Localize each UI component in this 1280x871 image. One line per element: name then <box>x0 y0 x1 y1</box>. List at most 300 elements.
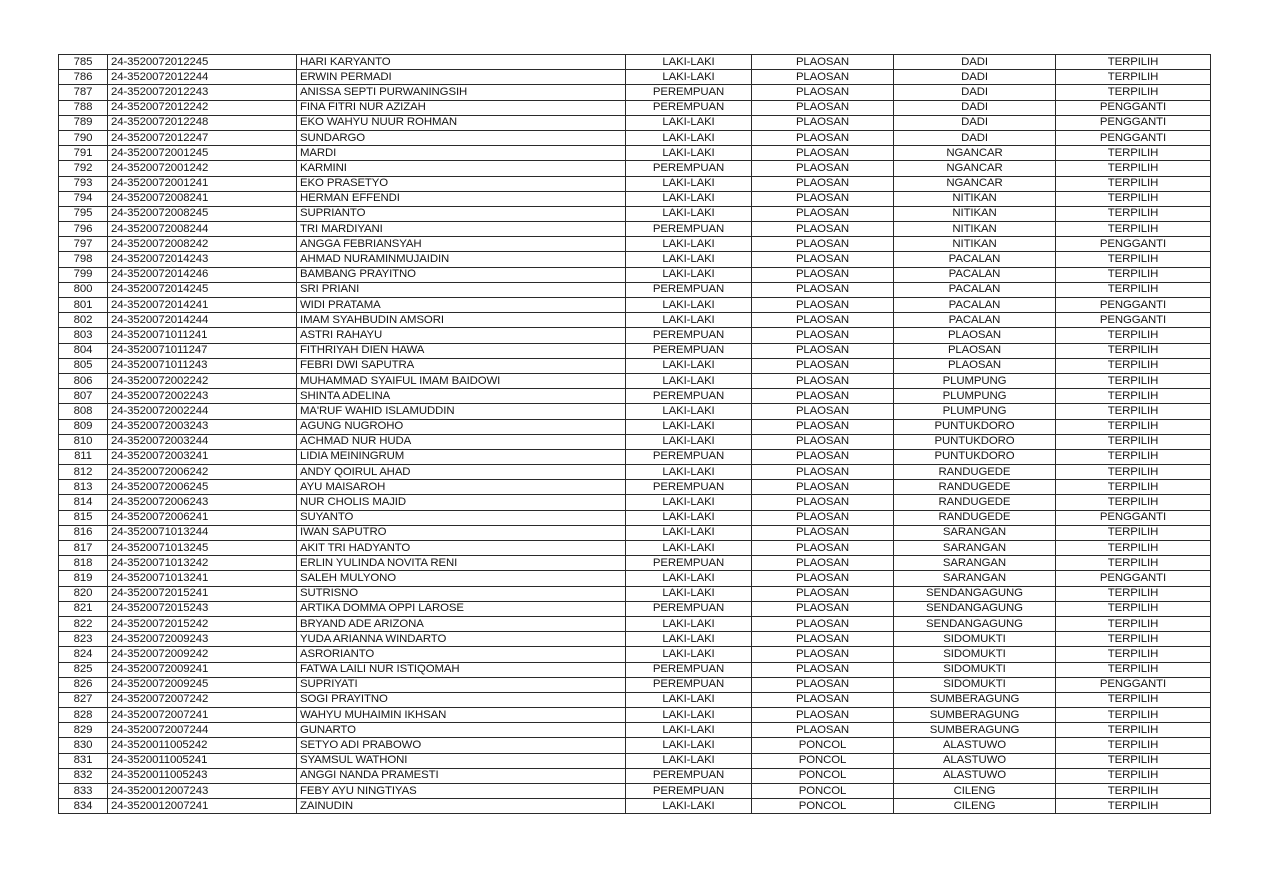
table-row <box>59 313 1211 328</box>
district-cell: PLAOSAN <box>752 328 894 343</box>
table-row <box>59 237 1211 252</box>
village-cell: DADI <box>894 55 1056 70</box>
village-cell: PLAOSAN <box>894 328 1056 343</box>
selection-status-cell: TERPILIH <box>1056 373 1211 388</box>
village-cell: PACALAN <box>894 252 1056 267</box>
table-row <box>59 616 1211 631</box>
village-cell: CILENG <box>894 784 1056 799</box>
district-cell: PLAOSAN <box>752 616 894 631</box>
registration-id-cell: 24-3520072007242 <box>108 692 297 707</box>
district-cell: PONCOL <box>752 768 894 783</box>
candidate-name-cell: WAHYU MUHAIMIN IKHSAN <box>297 708 626 723</box>
candidate-name-cell: ANISSA SEPTI PURWANINGSIH <box>297 85 626 100</box>
gender-cell: LAKI-LAKI <box>626 146 752 161</box>
gender-cell: PEREMPUAN <box>626 556 752 571</box>
row-number-cell: 799 <box>59 267 108 282</box>
selection-status-cell: TERPILIH <box>1056 556 1211 571</box>
registration-id-cell: 24-3520072001242 <box>108 161 297 176</box>
district-cell: PLAOSAN <box>752 70 894 85</box>
row-number-cell: 785 <box>59 55 108 70</box>
selection-status-cell: TERPILIH <box>1056 799 1211 814</box>
table-row <box>59 343 1211 358</box>
district-cell: PLAOSAN <box>752 282 894 297</box>
row-number-cell: 813 <box>59 480 108 495</box>
gender-cell: LAKI-LAKI <box>626 465 752 480</box>
selection-status-cell: TERPILIH <box>1056 146 1211 161</box>
district-cell: PLAOSAN <box>752 419 894 434</box>
registration-id-cell: 24-3520072008245 <box>108 206 297 221</box>
district-cell: PLAOSAN <box>752 267 894 282</box>
registration-id-cell: 24-3520072006242 <box>108 465 297 480</box>
village-cell: PUNTUKDORO <box>894 434 1056 449</box>
gender-cell: LAKI-LAKI <box>626 419 752 434</box>
table-row <box>59 662 1211 677</box>
registration-id-cell: 24-3520072015241 <box>108 586 297 601</box>
registration-id-cell: 24-3520072003244 <box>108 434 297 449</box>
gender-cell: LAKI-LAKI <box>626 434 752 449</box>
selection-status-cell: PENGGANTI <box>1056 571 1211 586</box>
village-cell: SUMBERAGUNG <box>894 723 1056 738</box>
gender-cell: PEREMPUAN <box>626 389 752 404</box>
village-cell: PLAOSAN <box>894 343 1056 358</box>
row-number-cell: 795 <box>59 206 108 221</box>
village-cell: SARANGAN <box>894 556 1056 571</box>
village-cell: RANDUGEDE <box>894 465 1056 480</box>
candidate-name-cell: EKO PRASETYO <box>297 176 626 191</box>
district-cell: PLAOSAN <box>752 237 894 252</box>
selection-status-cell: PENGGANTI <box>1056 130 1211 145</box>
row-number-cell: 788 <box>59 100 108 115</box>
gender-cell: PEREMPUAN <box>626 784 752 799</box>
registration-id-cell: 24-3520072014243 <box>108 252 297 267</box>
district-cell: PLAOSAN <box>752 85 894 100</box>
table-row <box>59 222 1211 237</box>
selection-status-cell: TERPILIH <box>1056 191 1211 206</box>
village-cell: CILENG <box>894 799 1056 814</box>
row-number-cell: 825 <box>59 662 108 677</box>
table-row <box>59 176 1211 191</box>
gender-cell: LAKI-LAKI <box>626 267 752 282</box>
selection-status-cell: TERPILIH <box>1056 222 1211 237</box>
gender-cell: LAKI-LAKI <box>626 586 752 601</box>
district-cell: PONCOL <box>752 738 894 753</box>
village-cell: ALASTUWO <box>894 738 1056 753</box>
candidate-name-cell: SUTRISNO <box>297 586 626 601</box>
row-number-cell: 823 <box>59 632 108 647</box>
row-number-cell: 828 <box>59 708 108 723</box>
village-cell: DADI <box>894 100 1056 115</box>
table-body <box>59 55 1211 814</box>
row-number-cell: 822 <box>59 616 108 631</box>
selection-status-cell: TERPILIH <box>1056 616 1211 631</box>
table-row <box>59 404 1211 419</box>
row-number-cell: 819 <box>59 571 108 586</box>
selection-status-cell: TERPILIH <box>1056 480 1211 495</box>
village-cell: DADI <box>894 130 1056 145</box>
table-row <box>59 586 1211 601</box>
candidate-name-cell: WIDI PRATAMA <box>297 298 626 313</box>
row-number-cell: 833 <box>59 784 108 799</box>
candidate-name-cell: BAMBANG PRAYITNO <box>297 267 626 282</box>
table-row <box>59 525 1211 540</box>
registration-id-cell: 24-3520072001241 <box>108 176 297 191</box>
district-cell: PLAOSAN <box>752 161 894 176</box>
gender-cell: PEREMPUAN <box>626 343 752 358</box>
village-cell: PUNTUKDORO <box>894 419 1056 434</box>
district-cell: PLAOSAN <box>752 389 894 404</box>
row-number-cell: 815 <box>59 510 108 525</box>
row-number-cell: 798 <box>59 252 108 267</box>
district-cell: PLAOSAN <box>752 222 894 237</box>
village-cell: SIDOMUKTI <box>894 647 1056 662</box>
village-cell: DADI <box>894 70 1056 85</box>
table-row <box>59 541 1211 556</box>
registration-id-cell: 24-3520072001245 <box>108 146 297 161</box>
gender-cell: LAKI-LAKI <box>626 404 752 419</box>
gender-cell: LAKI-LAKI <box>626 799 752 814</box>
registration-id-cell: 24-3520072012247 <box>108 130 297 145</box>
row-number-cell: 793 <box>59 176 108 191</box>
row-number-cell: 824 <box>59 647 108 662</box>
gender-cell: PEREMPUAN <box>626 282 752 297</box>
registration-id-cell: 24-3520072003241 <box>108 449 297 464</box>
selection-status-cell: TERPILIH <box>1056 328 1211 343</box>
row-number-cell: 806 <box>59 373 108 388</box>
row-number-cell: 791 <box>59 146 108 161</box>
candidate-name-cell: ZAINUDIN <box>297 799 626 814</box>
village-cell: NITIKAN <box>894 222 1056 237</box>
selection-status-cell: PENGGANTI <box>1056 510 1211 525</box>
candidate-name-cell: MA'RUF WAHID ISLAMUDDIN <box>297 404 626 419</box>
table-row <box>59 738 1211 753</box>
gender-cell: LAKI-LAKI <box>626 647 752 662</box>
gender-cell: LAKI-LAKI <box>626 495 752 510</box>
gender-cell: LAKI-LAKI <box>626 753 752 768</box>
selection-status-cell: TERPILIH <box>1056 404 1211 419</box>
selection-status-cell: TERPILIH <box>1056 434 1211 449</box>
selection-status-cell: TERPILIH <box>1056 495 1211 510</box>
row-number-cell: 834 <box>59 799 108 814</box>
candidate-name-cell: TRI MARDIYANI <box>297 222 626 237</box>
district-cell: PONCOL <box>752 753 894 768</box>
table-row <box>59 115 1211 130</box>
gender-cell: LAKI-LAKI <box>626 723 752 738</box>
candidate-name-cell: IMAM SYAHBUDIN AMSORI <box>297 313 626 328</box>
row-number-cell: 827 <box>59 692 108 707</box>
table-row <box>59 419 1211 434</box>
row-number-cell: 812 <box>59 465 108 480</box>
village-cell: NGANCAR <box>894 161 1056 176</box>
table-row <box>59 389 1211 404</box>
selection-status-cell: TERPILIH <box>1056 343 1211 358</box>
selection-status-cell: PENGGANTI <box>1056 313 1211 328</box>
candidate-name-cell: SALEH MULYONO <box>297 571 626 586</box>
district-cell: PLAOSAN <box>752 465 894 480</box>
registration-id-cell: 24-3520072006243 <box>108 495 297 510</box>
candidate-name-cell: YUDA ARIANNA WINDARTO <box>297 632 626 647</box>
village-cell: NITIKAN <box>894 237 1056 252</box>
candidate-name-cell: SOGI PRAYITNO <box>297 692 626 707</box>
selection-status-cell: PENGGANTI <box>1056 100 1211 115</box>
district-cell: PLAOSAN <box>752 556 894 571</box>
village-cell: PLAOSAN <box>894 358 1056 373</box>
candidate-name-cell: AKIT TRI HADYANTO <box>297 541 626 556</box>
table-row <box>59 85 1211 100</box>
village-cell: SARANGAN <box>894 571 1056 586</box>
row-number-cell: 790 <box>59 130 108 145</box>
registration-id-cell: 24-3520071013244 <box>108 525 297 540</box>
registration-id-cell: 24-3520012007243 <box>108 784 297 799</box>
table-row <box>59 206 1211 221</box>
gender-cell: LAKI-LAKI <box>626 510 752 525</box>
gender-cell: LAKI-LAKI <box>626 541 752 556</box>
village-cell: DADI <box>894 115 1056 130</box>
row-number-cell: 786 <box>59 70 108 85</box>
gender-cell: LAKI-LAKI <box>626 708 752 723</box>
selection-status-cell: TERPILIH <box>1056 85 1211 100</box>
village-cell: ALASTUWO <box>894 768 1056 783</box>
registration-id-cell: 24-3520072012248 <box>108 115 297 130</box>
table-row <box>59 328 1211 343</box>
village-cell: PUNTUKDORO <box>894 449 1056 464</box>
table-row <box>59 692 1211 707</box>
row-number-cell: 792 <box>59 161 108 176</box>
table-row <box>59 358 1211 373</box>
candidate-name-cell: MARDI <box>297 146 626 161</box>
row-number-cell: 830 <box>59 738 108 753</box>
candidate-name-cell: SUPRIYATI <box>297 677 626 692</box>
village-cell: RANDUGEDE <box>894 480 1056 495</box>
candidate-name-cell: ARTIKA DOMMA OPPI LAROSE <box>297 601 626 616</box>
gender-cell: PEREMPUAN <box>626 768 752 783</box>
selection-status-cell: TERPILIH <box>1056 55 1211 70</box>
selection-status-cell: TERPILIH <box>1056 662 1211 677</box>
village-cell: DADI <box>894 85 1056 100</box>
candidate-name-cell: AHMAD NURAMINMUJAIDIN <box>297 252 626 267</box>
candidate-name-cell: AGUNG NUGROHO <box>297 419 626 434</box>
candidate-name-cell: SUYANTO <box>297 510 626 525</box>
gender-cell: PEREMPUAN <box>626 449 752 464</box>
selection-status-cell: TERPILIH <box>1056 267 1211 282</box>
registration-id-cell: 24-3520072009242 <box>108 647 297 662</box>
district-cell: PLAOSAN <box>752 55 894 70</box>
district-cell: PLAOSAN <box>752 146 894 161</box>
district-cell: PLAOSAN <box>752 708 894 723</box>
row-number-cell: 787 <box>59 85 108 100</box>
selection-status-cell: TERPILIH <box>1056 768 1211 783</box>
registration-id-cell: 24-3520071011247 <box>108 343 297 358</box>
district-cell: PLAOSAN <box>752 647 894 662</box>
row-number-cell: 826 <box>59 677 108 692</box>
row-number-cell: 804 <box>59 343 108 358</box>
gender-cell: LAKI-LAKI <box>626 298 752 313</box>
registration-id-cell: 24-3520012007241 <box>108 799 297 814</box>
registration-id-cell: 24-3520072012243 <box>108 85 297 100</box>
district-cell: PLAOSAN <box>752 571 894 586</box>
candidate-name-cell: ANGGI NANDA PRAMESTI <box>297 768 626 783</box>
row-number-cell: 811 <box>59 449 108 464</box>
candidate-name-cell: SUPRIANTO <box>297 206 626 221</box>
selection-status-cell: TERPILIH <box>1056 252 1211 267</box>
row-number-cell: 789 <box>59 115 108 130</box>
selection-status-cell: TERPILIH <box>1056 358 1211 373</box>
table-row <box>59 784 1211 799</box>
village-cell: PLUMPUNG <box>894 373 1056 388</box>
candidate-name-cell: FINA FITRI NUR AZIZAH <box>297 100 626 115</box>
table-row <box>59 373 1211 388</box>
registration-id-cell: 24-3520072014241 <box>108 298 297 313</box>
district-cell: PLAOSAN <box>752 586 894 601</box>
row-number-cell: 829 <box>59 723 108 738</box>
district-cell: PLAOSAN <box>752 191 894 206</box>
candidate-name-cell: ASTRI RAHAYU <box>297 328 626 343</box>
gender-cell: PEREMPUAN <box>626 662 752 677</box>
candidate-name-cell: AYU MAISAROH <box>297 480 626 495</box>
gender-cell: PEREMPUAN <box>626 161 752 176</box>
district-cell: PLAOSAN <box>752 449 894 464</box>
candidate-name-cell: SUNDARGO <box>297 130 626 145</box>
registration-id-cell: 24-3520072015243 <box>108 601 297 616</box>
row-number-cell: 796 <box>59 222 108 237</box>
district-cell: PLAOSAN <box>752 525 894 540</box>
village-cell: SIDOMUKTI <box>894 662 1056 677</box>
registration-id-cell: 24-3520011005243 <box>108 768 297 783</box>
table-row <box>59 799 1211 814</box>
registration-id-cell: 24-3520072002244 <box>108 404 297 419</box>
district-cell: PLAOSAN <box>752 252 894 267</box>
selection-status-cell: TERPILIH <box>1056 419 1211 434</box>
row-number-cell: 817 <box>59 541 108 556</box>
district-cell: PLAOSAN <box>752 723 894 738</box>
village-cell: RANDUGEDE <box>894 510 1056 525</box>
gender-cell: PEREMPUAN <box>626 328 752 343</box>
district-cell: PLAOSAN <box>752 692 894 707</box>
registration-id-cell: 24-3520072008244 <box>108 222 297 237</box>
candidate-name-cell: ACHMAD NUR HUDA <box>297 434 626 449</box>
registration-id-cell: 24-3520072012242 <box>108 100 297 115</box>
registration-id-cell: 24-3520011005242 <box>108 738 297 753</box>
village-cell: SENDANGAGUNG <box>894 601 1056 616</box>
registration-id-cell: 24-3520072012245 <box>108 55 297 70</box>
village-cell: NGANCAR <box>894 146 1056 161</box>
gender-cell: LAKI-LAKI <box>626 130 752 145</box>
district-cell: PONCOL <box>752 799 894 814</box>
selection-status-cell: TERPILIH <box>1056 541 1211 556</box>
selection-status-cell: TERPILIH <box>1056 601 1211 616</box>
district-cell: PLAOSAN <box>752 373 894 388</box>
candidate-name-cell: KARMINI <box>297 161 626 176</box>
village-cell: PACALAN <box>894 313 1056 328</box>
table-row <box>59 768 1211 783</box>
gender-cell: LAKI-LAKI <box>626 55 752 70</box>
registration-id-cell: 24-3520072007241 <box>108 708 297 723</box>
registration-id-cell: 24-3520072006241 <box>108 510 297 525</box>
village-cell: NGANCAR <box>894 176 1056 191</box>
row-number-cell: 800 <box>59 282 108 297</box>
selection-status-cell: TERPILIH <box>1056 176 1211 191</box>
village-cell: ALASTUWO <box>894 753 1056 768</box>
district-cell: PLAOSAN <box>752 495 894 510</box>
registration-id-cell: 24-3520071013241 <box>108 571 297 586</box>
candidate-name-cell: SETYO ADI PRABOWO <box>297 738 626 753</box>
table-row <box>59 510 1211 525</box>
row-number-cell: 803 <box>59 328 108 343</box>
candidate-name-cell: HARI KARYANTO <box>297 55 626 70</box>
village-cell: SUMBERAGUNG <box>894 692 1056 707</box>
table-row <box>59 100 1211 115</box>
district-cell: PLAOSAN <box>752 480 894 495</box>
registration-id-cell: 24-3520072014246 <box>108 267 297 282</box>
registration-id-cell: 24-3520072006245 <box>108 480 297 495</box>
registration-id-cell: 24-3520072002242 <box>108 373 297 388</box>
gender-cell: LAKI-LAKI <box>626 632 752 647</box>
village-cell: SENDANGAGUNG <box>894 616 1056 631</box>
district-cell: PONCOL <box>752 784 894 799</box>
candidate-name-cell: SRI PRIANI <box>297 282 626 297</box>
village-cell: PLUMPUNG <box>894 404 1056 419</box>
table-row <box>59 495 1211 510</box>
row-number-cell: 805 <box>59 358 108 373</box>
table-row <box>59 191 1211 206</box>
row-number-cell: 818 <box>59 556 108 571</box>
candidate-name-cell: BRYAND ADE ARIZONA <box>297 616 626 631</box>
district-cell: PLAOSAN <box>752 404 894 419</box>
village-cell: SENDANGAGUNG <box>894 586 1056 601</box>
gender-cell: LAKI-LAKI <box>626 738 752 753</box>
village-cell: PACALAN <box>894 298 1056 313</box>
selection-status-cell: TERPILIH <box>1056 161 1211 176</box>
village-cell: SIDOMUKTI <box>894 632 1056 647</box>
selection-status-cell: TERPILIH <box>1056 449 1211 464</box>
table-row <box>59 571 1211 586</box>
row-number-cell: 794 <box>59 191 108 206</box>
table-row <box>59 449 1211 464</box>
gender-cell: PEREMPUAN <box>626 480 752 495</box>
row-number-cell: 821 <box>59 601 108 616</box>
gender-cell: PEREMPUAN <box>626 222 752 237</box>
table-row <box>59 480 1211 495</box>
village-cell: NITIKAN <box>894 206 1056 221</box>
district-cell: PLAOSAN <box>752 206 894 221</box>
village-cell: PACALAN <box>894 267 1056 282</box>
district-cell: PLAOSAN <box>752 601 894 616</box>
district-cell: PLAOSAN <box>752 115 894 130</box>
registration-id-cell: 24-3520072015242 <box>108 616 297 631</box>
row-number-cell: 797 <box>59 237 108 252</box>
gender-cell: LAKI-LAKI <box>626 313 752 328</box>
candidate-name-cell: ASRORIANTO <box>297 647 626 662</box>
row-number-cell: 809 <box>59 419 108 434</box>
gender-cell: PEREMPUAN <box>626 100 752 115</box>
registration-id-cell: 24-3520072008241 <box>108 191 297 206</box>
registration-id-cell: 24-3520072007244 <box>108 723 297 738</box>
registration-id-cell: 24-3520072009245 <box>108 677 297 692</box>
registration-id-cell: 24-3520072009243 <box>108 632 297 647</box>
row-number-cell: 831 <box>59 753 108 768</box>
table-row <box>59 298 1211 313</box>
table-row <box>59 647 1211 662</box>
registration-id-cell: 24-3520072012244 <box>108 70 297 85</box>
village-cell: SARANGAN <box>894 525 1056 540</box>
village-cell: RANDUGEDE <box>894 495 1056 510</box>
registration-id-cell: 24-3520071011241 <box>108 328 297 343</box>
candidate-name-cell: ERWIN PERMADI <box>297 70 626 85</box>
candidate-name-cell: NUR CHOLIS MAJID <box>297 495 626 510</box>
gender-cell: PEREMPUAN <box>626 677 752 692</box>
gender-cell: PEREMPUAN <box>626 601 752 616</box>
row-number-cell: 802 <box>59 313 108 328</box>
selection-status-cell: TERPILIH <box>1056 389 1211 404</box>
